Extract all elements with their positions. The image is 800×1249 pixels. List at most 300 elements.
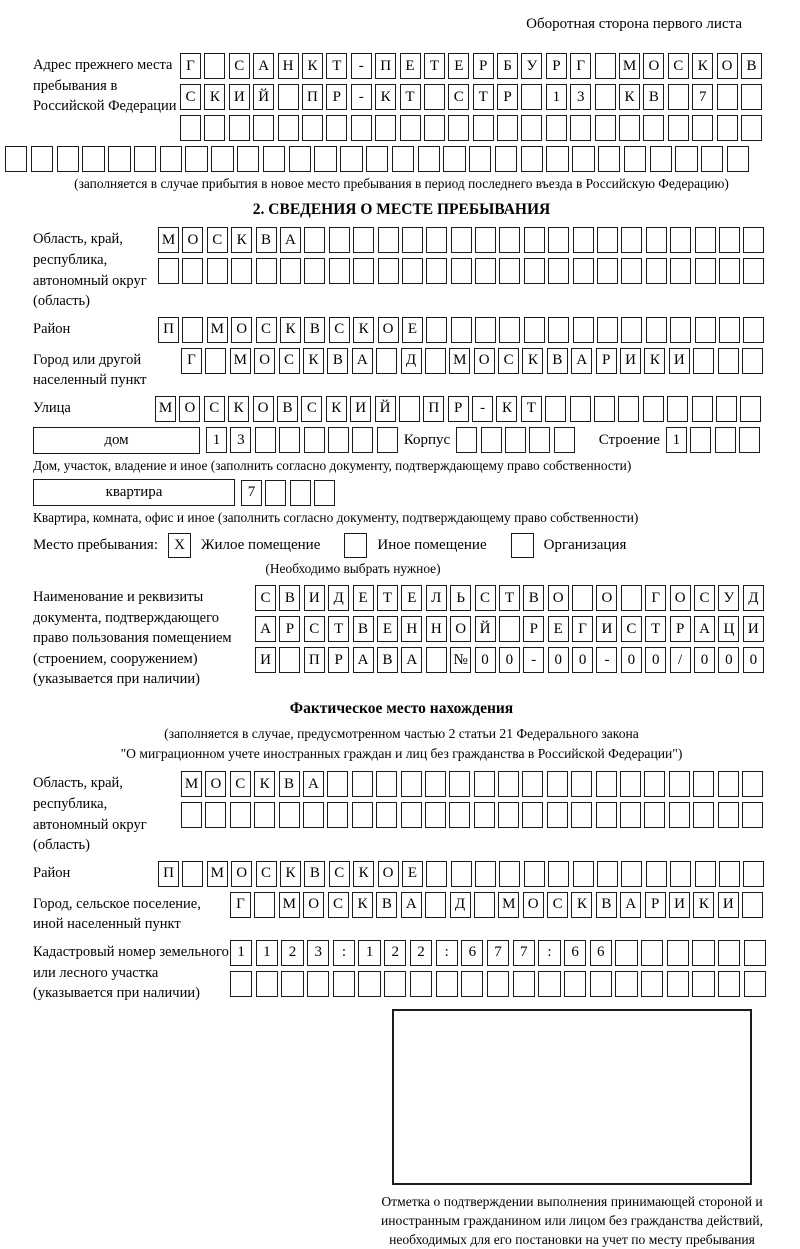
char-cell[interactable]: М — [207, 317, 228, 343]
char-cell[interactable]: С — [180, 84, 201, 110]
korpus-cells[interactable] — [456, 427, 575, 453]
char-cell[interactable] — [643, 396, 664, 422]
char-cell[interactable] — [597, 317, 618, 343]
char-cell[interactable] — [353, 227, 374, 253]
char-cell[interactable]: К — [619, 84, 640, 110]
char-cell[interactable] — [82, 146, 104, 172]
prev-address-row-1[interactable] — [180, 53, 762, 79]
char-cell[interactable]: В — [523, 585, 544, 611]
char-cell[interactable] — [499, 227, 520, 253]
char-cell[interactable] — [451, 258, 472, 284]
char-cell[interactable] — [595, 53, 616, 79]
char-cell[interactable] — [597, 227, 618, 253]
char-cell[interactable]: С — [668, 53, 689, 79]
char-cell[interactable]: 2 — [410, 940, 432, 966]
char-cell[interactable] — [644, 802, 665, 828]
char-cell[interactable]: О — [231, 317, 252, 343]
char-cell[interactable] — [670, 861, 691, 887]
char-cell[interactable]: Т — [377, 585, 398, 611]
char-cell[interactable]: М — [498, 892, 519, 918]
char-cell[interactable] — [401, 771, 422, 797]
char-cell[interactable] — [573, 861, 594, 887]
char-cell[interactable]: Е — [402, 317, 423, 343]
char-cell[interactable]: К — [571, 892, 592, 918]
char-cell[interactable] — [641, 971, 663, 997]
char-cell[interactable]: Р — [279, 616, 300, 642]
char-cell[interactable] — [401, 802, 422, 828]
char-cell[interactable]: - — [472, 396, 493, 422]
char-cell[interactable]: Т — [521, 396, 542, 422]
char-cell[interactable] — [256, 971, 278, 997]
char-cell[interactable] — [548, 227, 569, 253]
char-cell[interactable] — [410, 971, 432, 997]
char-cell[interactable]: 3 — [307, 940, 329, 966]
char-cell[interactable] — [524, 227, 545, 253]
char-cell[interactable]: Б — [497, 53, 518, 79]
char-cell[interactable]: А — [401, 892, 422, 918]
char-cell[interactable] — [134, 146, 156, 172]
char-cell[interactable]: К — [228, 396, 249, 422]
char-cell[interactable] — [327, 802, 348, 828]
char-cell[interactable] — [340, 146, 362, 172]
char-cell[interactable] — [376, 771, 397, 797]
char-cell[interactable]: Т — [645, 616, 666, 642]
char-cell[interactable] — [667, 396, 688, 422]
char-cell[interactable] — [314, 480, 335, 506]
char-cell[interactable]: В — [279, 585, 300, 611]
char-cell[interactable]: О — [205, 771, 226, 797]
char-cell[interactable] — [495, 146, 517, 172]
char-cell[interactable] — [667, 940, 689, 966]
char-cell[interactable]: А — [352, 348, 373, 374]
char-cell[interactable]: Й — [475, 616, 496, 642]
char-cell[interactable]: С — [256, 317, 277, 343]
char-cell[interactable]: А — [353, 647, 374, 673]
char-cell[interactable] — [621, 258, 642, 284]
char-cell[interactable]: Д — [743, 585, 764, 611]
char-cell[interactable] — [31, 146, 53, 172]
char-cell[interactable] — [5, 146, 27, 172]
char-cell[interactable] — [621, 585, 642, 611]
char-cell[interactable] — [399, 396, 420, 422]
char-cell[interactable]: К — [693, 892, 714, 918]
char-cell[interactable] — [418, 146, 440, 172]
char-cell[interactable]: 2 — [281, 940, 303, 966]
char-cell[interactable] — [670, 317, 691, 343]
char-cell[interactable] — [304, 258, 325, 284]
char-cell[interactable] — [594, 396, 615, 422]
char-cell[interactable]: П — [302, 84, 323, 110]
char-cell[interactable]: К — [204, 84, 225, 110]
char-cell[interactable]: 3 — [230, 427, 251, 453]
char-cell[interactable] — [521, 146, 543, 172]
char-cell[interactable]: Е — [448, 53, 469, 79]
char-cell[interactable] — [475, 258, 496, 284]
char-cell[interactable] — [715, 427, 736, 453]
char-cell[interactable] — [278, 84, 299, 110]
char-cell[interactable] — [378, 258, 399, 284]
char-cell[interactable]: К — [302, 53, 323, 79]
char-cell[interactable]: А — [401, 647, 422, 673]
char-cell[interactable]: К — [280, 317, 301, 343]
char-cell[interactable] — [304, 227, 325, 253]
char-cell[interactable] — [596, 771, 617, 797]
char-cell[interactable] — [667, 971, 689, 997]
char-cell[interactable] — [314, 146, 336, 172]
char-cell[interactable] — [497, 115, 518, 141]
gorod-row[interactable] — [181, 348, 763, 374]
char-cell[interactable] — [513, 971, 535, 997]
char-cell[interactable] — [475, 227, 496, 253]
char-cell[interactable] — [695, 861, 716, 887]
char-cell[interactable]: Е — [353, 585, 374, 611]
char-cell[interactable] — [522, 771, 543, 797]
char-cell[interactable]: К — [644, 348, 665, 374]
char-cell[interactable] — [353, 258, 374, 284]
char-cell[interactable] — [377, 427, 398, 453]
char-cell[interactable]: Р — [328, 647, 349, 673]
char-cell[interactable] — [333, 971, 355, 997]
char-cell[interactable] — [693, 348, 714, 374]
char-cell[interactable]: С — [498, 348, 519, 374]
char-cell[interactable] — [426, 227, 447, 253]
char-cell[interactable] — [461, 971, 483, 997]
char-cell[interactable]: И — [743, 616, 764, 642]
char-cell[interactable]: К — [353, 317, 374, 343]
char-cell[interactable]: Д — [450, 892, 471, 918]
char-cell[interactable] — [279, 802, 300, 828]
char-cell[interactable] — [358, 971, 380, 997]
char-cell[interactable] — [255, 427, 276, 453]
char-cell[interactable] — [615, 940, 637, 966]
char-cell[interactable]: К — [353, 861, 374, 887]
char-cell[interactable]: : — [436, 940, 458, 966]
char-cell[interactable]: П — [158, 861, 179, 887]
char-cell[interactable]: И — [229, 84, 250, 110]
char-cell[interactable]: Ь — [450, 585, 471, 611]
char-cell[interactable]: 0 — [572, 647, 593, 673]
char-cell[interactable]: И — [669, 348, 690, 374]
char-cell[interactable] — [573, 258, 594, 284]
char-cell[interactable] — [718, 971, 740, 997]
char-cell[interactable] — [366, 146, 388, 172]
char-cell[interactable]: И — [255, 647, 276, 673]
char-cell[interactable]: О — [596, 585, 617, 611]
char-cell[interactable] — [326, 115, 347, 141]
char-cell[interactable]: О — [253, 396, 274, 422]
char-cell[interactable]: А — [620, 892, 641, 918]
char-cell[interactable]: В — [353, 616, 374, 642]
char-cell[interactable]: С — [230, 771, 251, 797]
char-cell[interactable] — [451, 227, 472, 253]
char-cell[interactable]: К — [375, 84, 396, 110]
char-cell[interactable] — [675, 146, 697, 172]
char-cell[interactable] — [743, 227, 764, 253]
char-cell[interactable] — [692, 115, 713, 141]
char-cell[interactable]: С — [547, 892, 568, 918]
char-cell[interactable] — [327, 771, 348, 797]
char-cell[interactable] — [548, 861, 569, 887]
char-cell[interactable] — [204, 115, 225, 141]
char-cell[interactable]: В — [377, 647, 398, 673]
char-cell[interactable]: Г — [230, 892, 251, 918]
char-cell[interactable]: - — [523, 647, 544, 673]
char-cell[interactable] — [263, 146, 285, 172]
char-cell[interactable] — [182, 317, 203, 343]
char-cell[interactable]: С — [207, 227, 228, 253]
char-cell[interactable]: 7 — [692, 84, 713, 110]
char-cell[interactable]: Й — [253, 84, 274, 110]
cadastre-row-1[interactable] — [230, 940, 766, 966]
char-cell[interactable] — [499, 616, 520, 642]
char-cell[interactable]: С — [329, 861, 350, 887]
char-cell[interactable] — [426, 861, 447, 887]
char-cell[interactable] — [256, 258, 277, 284]
char-cell[interactable] — [597, 861, 618, 887]
char-cell[interactable] — [597, 258, 618, 284]
char-cell[interactable] — [701, 146, 723, 172]
raion-row[interactable] — [158, 317, 764, 343]
cadastre-row-2[interactable] — [230, 971, 766, 997]
char-cell[interactable] — [727, 146, 749, 172]
char-cell[interactable]: Е — [548, 616, 569, 642]
char-cell[interactable] — [436, 971, 458, 997]
char-cell[interactable] — [181, 802, 202, 828]
char-cell[interactable] — [739, 427, 760, 453]
char-cell[interactable] — [719, 227, 740, 253]
char-cell[interactable] — [180, 115, 201, 141]
char-cell[interactable] — [620, 802, 641, 828]
char-cell[interactable]: Й — [375, 396, 396, 422]
char-cell[interactable]: С — [204, 396, 225, 422]
char-cell[interactable]: О — [523, 892, 544, 918]
char-cell[interactable] — [290, 480, 311, 506]
char-cell[interactable]: Р — [546, 53, 567, 79]
char-cell[interactable] — [521, 84, 542, 110]
char-cell[interactable]: М — [155, 396, 176, 422]
char-cell[interactable]: К — [522, 348, 543, 374]
char-cell[interactable]: М — [158, 227, 179, 253]
char-cell[interactable] — [719, 861, 740, 887]
char-cell[interactable]: К — [254, 771, 275, 797]
char-cell[interactable] — [352, 427, 373, 453]
fact-gorod-row[interactable] — [230, 892, 763, 918]
char-cell[interactable]: № — [450, 647, 471, 673]
char-cell[interactable] — [329, 258, 350, 284]
char-cell[interactable] — [481, 427, 502, 453]
prev-address-row-4[interactable] — [5, 146, 770, 172]
char-cell[interactable] — [546, 146, 568, 172]
char-cell[interactable] — [742, 802, 763, 828]
prev-address-row-2[interactable] — [180, 84, 762, 110]
char-cell[interactable] — [474, 892, 495, 918]
char-cell[interactable] — [289, 146, 311, 172]
char-cell[interactable] — [392, 146, 414, 172]
char-cell[interactable]: В — [304, 861, 325, 887]
char-cell[interactable] — [499, 258, 520, 284]
char-cell[interactable] — [643, 115, 664, 141]
char-cell[interactable]: Р — [670, 616, 691, 642]
char-cell[interactable]: Л — [426, 585, 447, 611]
char-cell[interactable] — [744, 940, 766, 966]
stroenie-cells[interactable] — [666, 427, 760, 453]
char-cell[interactable] — [205, 802, 226, 828]
char-cell[interactable]: Г — [572, 616, 593, 642]
char-cell[interactable]: 2 — [384, 940, 406, 966]
char-cell[interactable] — [596, 802, 617, 828]
char-cell[interactable] — [595, 115, 616, 141]
document-row-2[interactable] — [255, 616, 764, 642]
char-cell[interactable] — [670, 227, 691, 253]
char-cell[interactable] — [230, 802, 251, 828]
char-cell[interactable]: С — [301, 396, 322, 422]
char-cell[interactable]: М — [449, 348, 470, 374]
char-cell[interactable] — [469, 146, 491, 172]
char-cell[interactable]: П — [158, 317, 179, 343]
char-cell[interactable]: К — [692, 53, 713, 79]
char-cell[interactable] — [254, 892, 275, 918]
char-cell[interactable]: И — [304, 585, 325, 611]
char-cell[interactable]: Е — [377, 616, 398, 642]
char-cell[interactable] — [279, 647, 300, 673]
char-cell[interactable]: Г — [570, 53, 591, 79]
char-cell[interactable] — [253, 115, 274, 141]
char-cell[interactable]: И — [350, 396, 371, 422]
char-cell[interactable] — [524, 317, 545, 343]
char-cell[interactable]: А — [253, 53, 274, 79]
dom-cells[interactable] — [206, 427, 398, 453]
char-cell[interactable]: В — [304, 317, 325, 343]
char-cell[interactable] — [742, 892, 763, 918]
char-cell[interactable]: К — [231, 227, 252, 253]
char-cell[interactable] — [590, 971, 612, 997]
char-cell[interactable] — [595, 84, 616, 110]
char-cell[interactable] — [352, 802, 373, 828]
char-cell[interactable]: О — [548, 585, 569, 611]
char-cell[interactable]: И — [669, 892, 690, 918]
char-cell[interactable] — [449, 771, 470, 797]
char-cell[interactable]: К — [303, 348, 324, 374]
document-row-3[interactable] — [255, 647, 764, 673]
char-cell[interactable] — [690, 427, 711, 453]
char-cell[interactable] — [265, 480, 286, 506]
char-cell[interactable]: С — [229, 53, 250, 79]
char-cell[interactable] — [499, 317, 520, 343]
char-cell[interactable] — [641, 940, 663, 966]
char-cell[interactable] — [692, 940, 714, 966]
char-cell[interactable] — [693, 802, 714, 828]
char-cell[interactable] — [254, 802, 275, 828]
char-cell[interactable]: К — [326, 396, 347, 422]
char-cell[interactable] — [425, 892, 446, 918]
char-cell[interactable] — [718, 348, 739, 374]
char-cell[interactable] — [571, 802, 592, 828]
char-cell[interactable] — [498, 771, 519, 797]
kvartira-cells[interactable] — [241, 480, 335, 506]
fact-oblast-row-2[interactable] — [181, 802, 763, 828]
char-cell[interactable]: А — [571, 348, 592, 374]
oblast-row-1[interactable] — [158, 227, 764, 253]
char-cell[interactable] — [742, 348, 763, 374]
char-cell[interactable] — [624, 146, 646, 172]
char-cell[interactable] — [304, 427, 325, 453]
char-cell[interactable] — [328, 427, 349, 453]
char-cell[interactable]: 0 — [548, 647, 569, 673]
char-cell[interactable] — [618, 396, 639, 422]
char-cell[interactable]: С — [621, 616, 642, 642]
char-cell[interactable]: В — [741, 53, 762, 79]
char-cell[interactable] — [650, 146, 672, 172]
char-cell[interactable] — [741, 84, 762, 110]
char-cell[interactable] — [375, 115, 396, 141]
char-cell[interactable]: 1 — [358, 940, 380, 966]
char-cell[interactable]: В — [547, 348, 568, 374]
char-cell[interactable] — [57, 146, 79, 172]
char-cell[interactable] — [717, 84, 738, 110]
char-cell[interactable] — [573, 317, 594, 343]
char-cell[interactable] — [307, 971, 329, 997]
char-cell[interactable]: 1 — [206, 427, 227, 453]
char-cell[interactable]: О — [182, 227, 203, 253]
char-cell[interactable]: О — [231, 861, 252, 887]
char-cell[interactable]: Е — [402, 861, 423, 887]
char-cell[interactable] — [719, 258, 740, 284]
char-cell[interactable] — [522, 802, 543, 828]
char-cell[interactable] — [695, 227, 716, 253]
char-cell[interactable] — [204, 53, 225, 79]
char-cell[interactable]: С — [694, 585, 715, 611]
char-cell[interactable] — [564, 971, 586, 997]
char-cell[interactable] — [211, 146, 233, 172]
char-cell[interactable] — [646, 258, 667, 284]
char-cell[interactable] — [644, 771, 665, 797]
char-cell[interactable] — [719, 317, 740, 343]
char-cell[interactable] — [718, 802, 739, 828]
char-cell[interactable] — [621, 317, 642, 343]
char-cell[interactable] — [499, 861, 520, 887]
char-cell[interactable] — [205, 348, 226, 374]
char-cell[interactable] — [742, 771, 763, 797]
char-cell[interactable]: Д — [401, 348, 422, 374]
checkbox-organizatsiya[interactable] — [511, 533, 534, 558]
char-cell[interactable]: Н — [426, 616, 447, 642]
char-cell[interactable] — [646, 227, 667, 253]
char-cell[interactable] — [743, 861, 764, 887]
char-cell[interactable] — [278, 115, 299, 141]
char-cell[interactable]: 6 — [590, 940, 612, 966]
char-cell[interactable] — [279, 427, 300, 453]
char-cell[interactable] — [695, 317, 716, 343]
char-cell[interactable]: 6 — [564, 940, 586, 966]
char-cell[interactable] — [619, 115, 640, 141]
char-cell[interactable] — [351, 115, 372, 141]
char-cell[interactable]: М — [181, 771, 202, 797]
char-cell[interactable] — [378, 227, 399, 253]
char-cell[interactable] — [425, 771, 446, 797]
char-cell[interactable] — [281, 971, 303, 997]
char-cell[interactable]: Т — [473, 84, 494, 110]
char-cell[interactable]: С — [475, 585, 496, 611]
char-cell[interactable] — [572, 146, 594, 172]
char-cell[interactable]: В — [279, 771, 300, 797]
char-cell[interactable]: Т — [499, 585, 520, 611]
char-cell[interactable]: С — [329, 317, 350, 343]
char-cell[interactable] — [108, 146, 130, 172]
char-cell[interactable]: Ц — [718, 616, 739, 642]
char-cell[interactable] — [743, 317, 764, 343]
char-cell[interactable]: Г — [180, 53, 201, 79]
char-cell[interactable]: 1 — [666, 427, 687, 453]
